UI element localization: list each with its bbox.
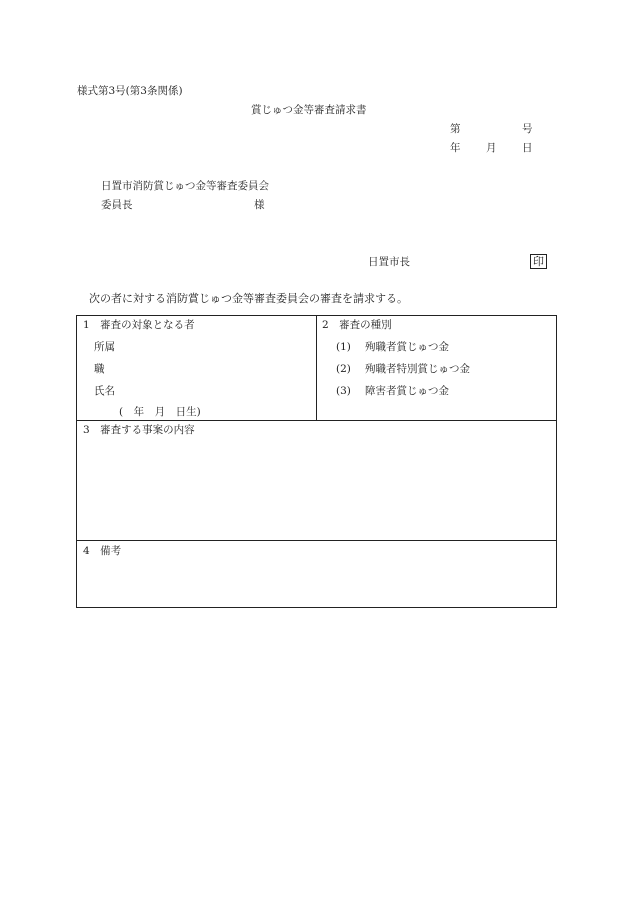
request-form-table (76, 315, 557, 608)
seal-stamp (530, 254, 547, 269)
option-label: 殉職者特別賞じゅつ金 (365, 363, 470, 375)
section2-heading: 2 審査の種別 (322, 319, 392, 331)
affiliation-label: 所属 (94, 341, 115, 353)
seal-label: 印 (530, 254, 547, 269)
position-label: 職 (94, 363, 105, 375)
request-sentence: 次の者に対する消防賞じゅつ金等審査委員会の審査を請求する。 (89, 292, 408, 305)
option-number: (2) (336, 363, 351, 375)
section3-heading: 3 審査する事案の内容 (83, 424, 195, 436)
addressee-chair: 委員長 (101, 199, 133, 211)
addressee-committee: 日置市消防賞じゅつ金等審査委員会 (101, 180, 269, 192)
option-number: (1) (336, 341, 351, 353)
option-label: 障害者賞じゅつ金 (365, 385, 449, 397)
section-divider-vertical (316, 316, 317, 420)
name-label: 氏名 (94, 385, 115, 397)
doc-number-prefix: 第 (450, 123, 461, 135)
form-number: 様式第3号(第3条関係) (77, 85, 183, 97)
addressee-honorific: 様 (254, 199, 265, 211)
option-number: (3) (336, 385, 351, 397)
date-year: 年 (450, 142, 461, 154)
option-label: 殉職者賞じゅつ金 (365, 341, 449, 353)
section-divider-1 (77, 420, 556, 421)
document-title: 賞じゅつ金等審査請求書 (251, 104, 367, 116)
doc-number-suffix: 号 (522, 123, 533, 135)
sender-name: 日置市長 (368, 256, 410, 268)
section4-heading: 4 備考 (83, 545, 122, 557)
date-month: 月 (486, 142, 497, 154)
section1-heading: 1 審査の対象となる者 (83, 319, 195, 331)
section-divider-2 (77, 540, 556, 541)
birth-date-label: ( 年 月 日生) (119, 406, 201, 418)
date-day: 日 (522, 142, 533, 154)
